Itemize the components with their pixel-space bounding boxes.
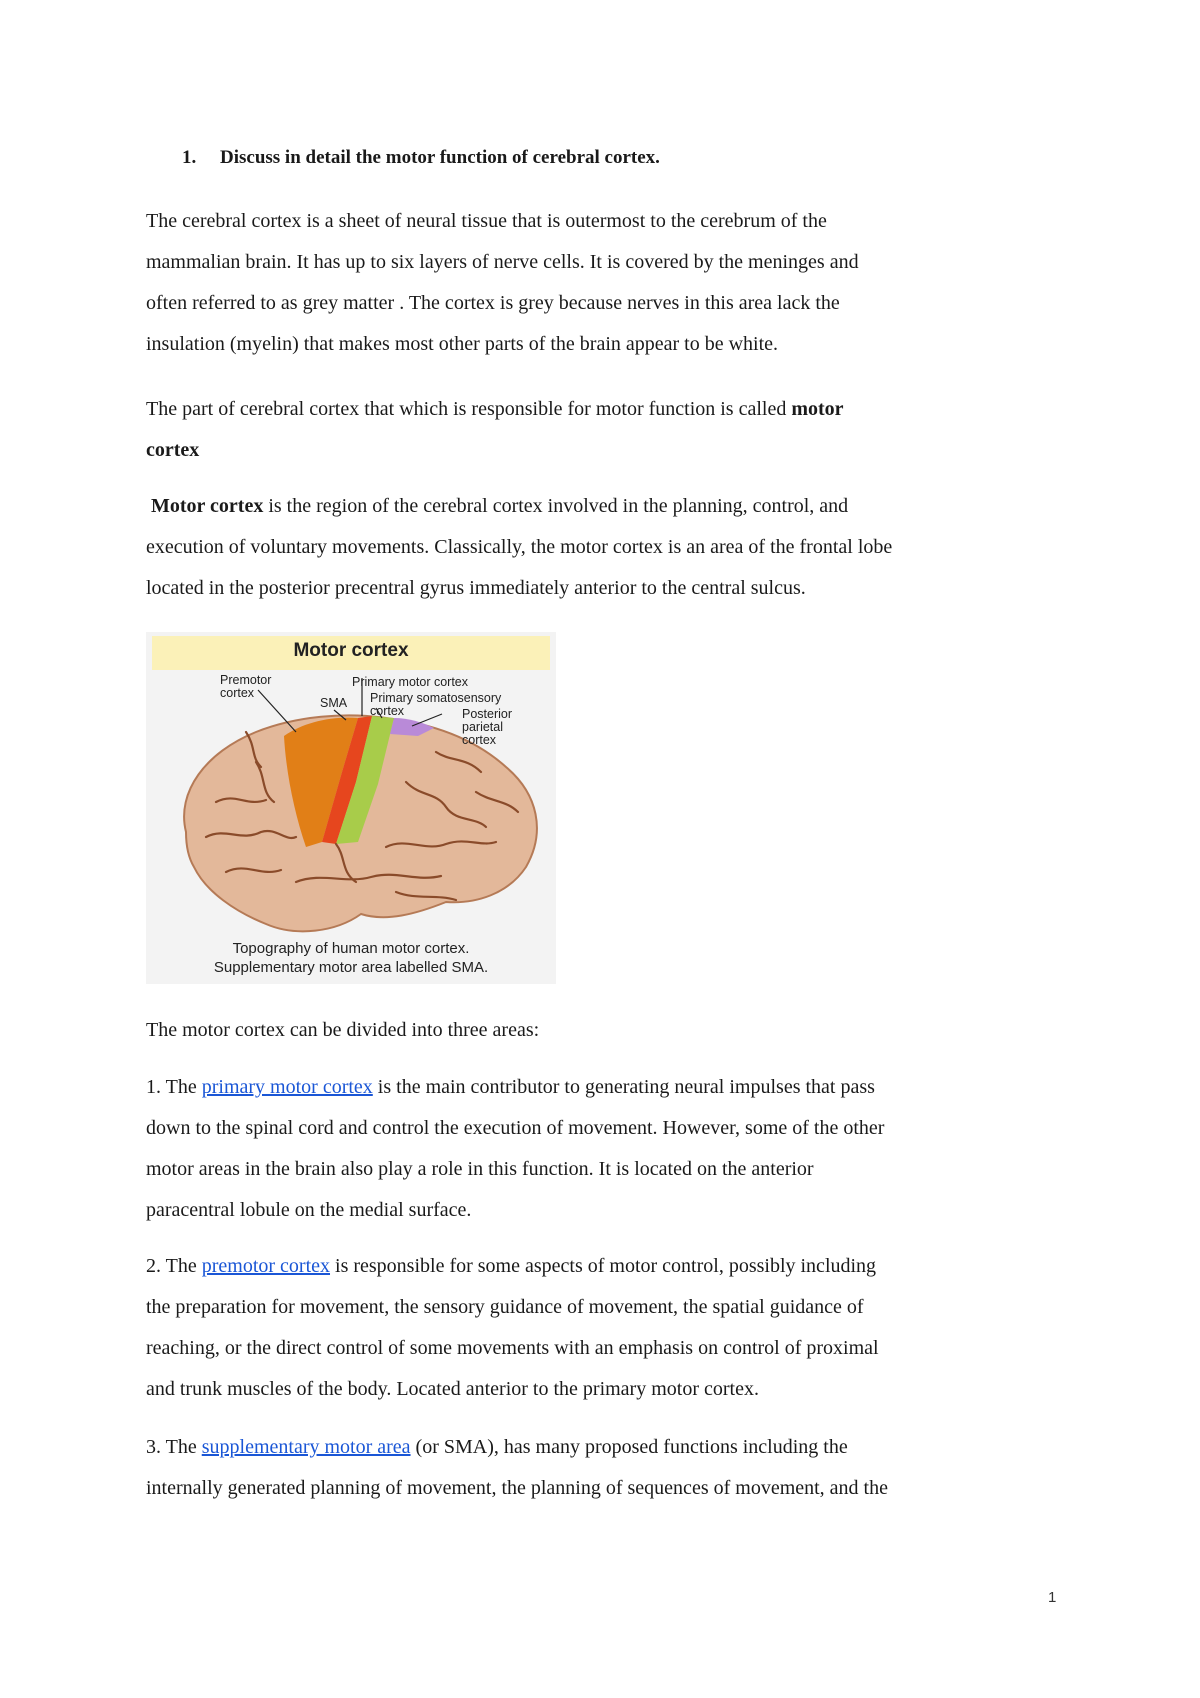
area-paragraph-1 bbox=[146, 1067, 1066, 1231]
premotor-label: Premotor cortex bbox=[220, 673, 272, 700]
divided-text: The motor cortex can be divided into three areas: bbox=[146, 1019, 540, 1041]
somatosensory-label: Primary somatosensory cortex bbox=[370, 691, 502, 718]
definition-line: located in the posterior precentral gyrus immediately anterior to the central sulcus. bbox=[146, 577, 806, 599]
motor-cortex-figure bbox=[146, 632, 556, 984]
motor-intro-paragraph bbox=[146, 389, 1066, 471]
definition-term: Motor cortex bbox=[151, 495, 264, 517]
primary-motor-cortex-link[interactable]: primary motor cortex bbox=[201, 1076, 373, 1098]
motor-intro-bold-2: cortex bbox=[146, 439, 200, 461]
parietal-label: Posterior parietal cortex bbox=[462, 707, 513, 747]
area-prefix: 2. The bbox=[146, 1255, 202, 1277]
definition-line: is the region of the cerebral cortex involved in the planning, control, and bbox=[263, 495, 849, 517]
figure-caption-line: Topography of human motor cortex. bbox=[232, 940, 470, 957]
area-paragraph-2 bbox=[146, 1246, 1066, 1410]
intro-line: often referred to as grey matter . The cortex is grey because nerves in this area lack the bbox=[146, 292, 840, 314]
figure-title: Motor cortex bbox=[293, 640, 409, 661]
area-line: down to the spinal cord and control the execution of movement. However, some of the other bbox=[146, 1117, 885, 1139]
motor-intro-bold: motor bbox=[791, 398, 844, 420]
area-text: is responsible for some aspects of motor control, possibly including bbox=[330, 1255, 877, 1277]
area-prefix: 3. The bbox=[146, 1436, 202, 1458]
definition-paragraph bbox=[146, 486, 1066, 609]
supplementary-motor-area-link[interactable]: supplementary motor area bbox=[201, 1436, 411, 1458]
motor-intro-text: The part of cerebral cortex that which is responsible for motor function is called bbox=[146, 398, 792, 420]
primary-motor-label: Primary motor cortex bbox=[352, 675, 468, 689]
area-line: and trunk muscles of the body. Located anterior to the primary motor cortex. bbox=[146, 1378, 759, 1400]
heading-number: 1. bbox=[182, 147, 197, 168]
intro-line: mammalian brain. It has up to six layers of nerve cells. It is covered by the meninges and bbox=[146, 251, 859, 273]
area-text: is the main contributor to generating neural impulses that pass bbox=[372, 1076, 875, 1098]
area-line: the preparation for movement, the sensory guidance of movement, the spatial guidance of bbox=[146, 1296, 864, 1318]
brain-illustration bbox=[146, 632, 556, 984]
sma-label: SMA bbox=[320, 696, 348, 710]
divided-paragraph bbox=[146, 1010, 1066, 1051]
area-prefix: 1. The bbox=[146, 1076, 202, 1098]
area-line: motor areas in the brain also play a role in this function. It is located on the anterior bbox=[146, 1158, 814, 1180]
intro-paragraph bbox=[146, 201, 1066, 365]
intro-line: insulation (myelin) that makes most other parts of the brain appear to be white. bbox=[146, 333, 779, 355]
definition-line: execution of voluntary movements. Classically, the motor cortex is an area of the frontal lobe bbox=[146, 536, 893, 558]
area-line: internally generated planning of movement, the planning of sequences of movement, and the bbox=[146, 1477, 888, 1499]
figure-caption-line: Supplementary motor area labelled SMA. bbox=[213, 959, 489, 976]
question-heading bbox=[182, 147, 660, 169]
heading-text: Discuss in detail the motor function of cerebral cortex. bbox=[220, 147, 660, 168]
intro-line: The cerebral cortex is a sheet of neural tissue that is outermost to the cerebrum of the bbox=[146, 210, 827, 232]
area-line: reaching, or the direct control of some movements with an emphasis on control of proximal bbox=[146, 1337, 879, 1359]
page-number: 1 bbox=[1048, 1589, 1057, 1606]
area-text: (or SMA), has many proposed functions including the bbox=[410, 1436, 848, 1458]
area-paragraph-3 bbox=[146, 1427, 1066, 1509]
premotor-cortex-link[interactable]: premotor cortex bbox=[201, 1255, 331, 1277]
area-line: paracentral lobule on the medial surface. bbox=[146, 1199, 472, 1221]
